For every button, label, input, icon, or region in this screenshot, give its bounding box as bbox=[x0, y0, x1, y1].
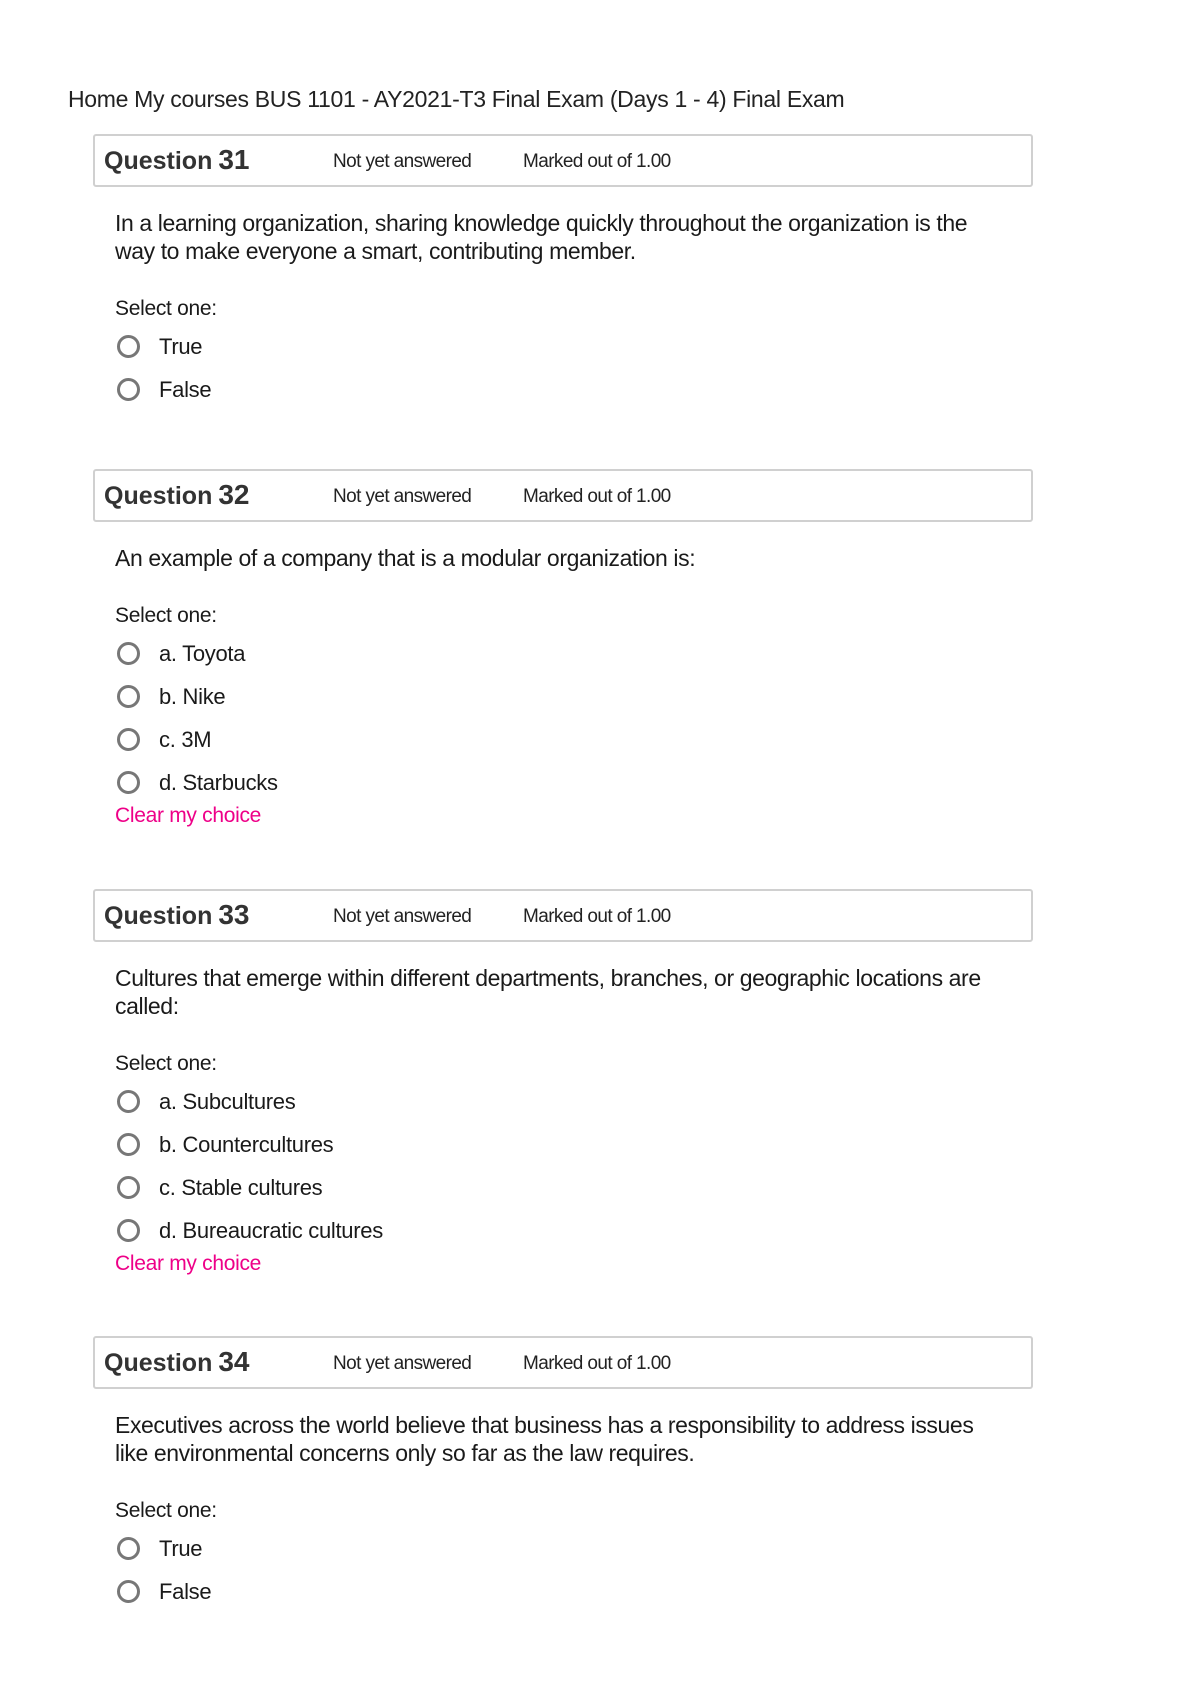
question-info bbox=[93, 1336, 1033, 1389]
question-text: Executives across the world believe that business has a responsibility to address issues like environmental concerns only so far as the law requires. bbox=[115, 1412, 974, 1466]
option-label: False bbox=[159, 376, 212, 402]
answer-option[interactable] bbox=[117, 1166, 1033, 1209]
question-text: Cultures that emerge within different departments, branches, or geographic locations are called: bbox=[115, 965, 981, 1019]
select-one-prompt: Select one: bbox=[115, 604, 217, 627]
clear-my-choice-link[interactable]: Clear my choice bbox=[115, 804, 262, 827]
option-label: False bbox=[159, 1578, 212, 1604]
radio-button[interactable] bbox=[117, 771, 140, 794]
radio-button[interactable] bbox=[117, 1133, 140, 1156]
select-one-prompt: Select one: bbox=[115, 1052, 217, 1075]
question-text: An example of a company that is a modular organization is: bbox=[115, 545, 696, 571]
question-34 bbox=[93, 1336, 1033, 1613]
select-one-prompt: Select one: bbox=[115, 297, 217, 320]
radio-button[interactable] bbox=[117, 1219, 140, 1242]
option-label: c. Stable cultures bbox=[159, 1174, 323, 1200]
question-number: Question 31 bbox=[104, 144, 250, 175]
option-label: d. Starbucks bbox=[159, 769, 278, 795]
radio-button[interactable] bbox=[117, 685, 140, 708]
answer-option[interactable] bbox=[117, 1570, 1033, 1613]
question-number: Question 32 bbox=[104, 479, 250, 510]
question-info bbox=[93, 469, 1033, 522]
option-label: True bbox=[159, 333, 203, 359]
question-info bbox=[93, 134, 1033, 187]
breadcrumb bbox=[68, 86, 850, 113]
answer-option[interactable] bbox=[117, 675, 1033, 718]
question-grade: Marked out of 1.00 bbox=[523, 151, 671, 172]
option-label: c. 3M bbox=[159, 726, 212, 752]
radio-button[interactable] bbox=[117, 728, 140, 751]
radio-button[interactable] bbox=[117, 335, 140, 358]
question-32 bbox=[93, 469, 1033, 828]
clear-my-choice-link[interactable]: Clear my choice bbox=[115, 1252, 262, 1275]
question-grade: Marked out of 1.00 bbox=[523, 486, 671, 507]
question-text: In a learning organization, sharing knowledge quickly throughout the organization is the way to make everyone a smart, contributing member. bbox=[115, 210, 968, 264]
answer-option[interactable] bbox=[117, 632, 1033, 675]
answer-option[interactable] bbox=[117, 1209, 1033, 1252]
question-grade: Marked out of 1.00 bbox=[523, 1353, 671, 1374]
question-state: Not yet answered bbox=[333, 1353, 472, 1374]
option-label: b. Countercultures bbox=[159, 1131, 334, 1157]
breadcrumb-current[interactable]: Final Exam bbox=[732, 86, 845, 112]
answer-options bbox=[117, 632, 1033, 804]
breadcrumb-my-courses-link[interactable]: My courses bbox=[134, 86, 249, 112]
answer-option[interactable] bbox=[117, 325, 1033, 368]
option-label: True bbox=[159, 1535, 203, 1561]
answer-options bbox=[117, 1527, 1033, 1613]
question-state: Not yet answered bbox=[333, 151, 472, 172]
answer-options bbox=[117, 325, 1033, 411]
radio-button[interactable] bbox=[117, 1580, 140, 1603]
answer-option[interactable] bbox=[117, 718, 1033, 761]
answer-option[interactable] bbox=[117, 368, 1033, 411]
breadcrumb-course-link[interactable]: BUS 1101 - AY2021-T3 bbox=[254, 86, 486, 112]
radio-button[interactable] bbox=[117, 378, 140, 401]
question-grade: Marked out of 1.00 bbox=[523, 906, 671, 927]
option-label: b. Nike bbox=[159, 683, 226, 709]
question-31 bbox=[93, 134, 1033, 411]
breadcrumb-home-link[interactable]: Home bbox=[68, 86, 129, 112]
answer-options bbox=[117, 1080, 1033, 1252]
answer-option[interactable] bbox=[117, 761, 1033, 804]
answer-option[interactable] bbox=[117, 1123, 1033, 1166]
radio-button[interactable] bbox=[117, 1090, 140, 1113]
option-label: d. Bureaucratic cultures bbox=[159, 1217, 383, 1243]
question-info bbox=[93, 889, 1033, 942]
answer-option[interactable] bbox=[117, 1527, 1033, 1570]
breadcrumb-section-link[interactable]: Final Exam (Days 1 - 4) bbox=[491, 86, 727, 112]
answer-option[interactable] bbox=[117, 1080, 1033, 1123]
question-number: Question 33 bbox=[104, 899, 250, 930]
option-label: a. Toyota bbox=[159, 640, 246, 666]
question-number: Question 34 bbox=[104, 1346, 250, 1377]
select-one-prompt: Select one: bbox=[115, 1499, 217, 1522]
radio-button[interactable] bbox=[117, 1537, 140, 1560]
radio-button[interactable] bbox=[117, 642, 140, 665]
option-label: a. Subcultures bbox=[159, 1088, 296, 1114]
question-33 bbox=[93, 889, 1033, 1276]
question-state: Not yet answered bbox=[333, 906, 472, 927]
radio-button[interactable] bbox=[117, 1176, 140, 1199]
question-state: Not yet answered bbox=[333, 486, 472, 507]
